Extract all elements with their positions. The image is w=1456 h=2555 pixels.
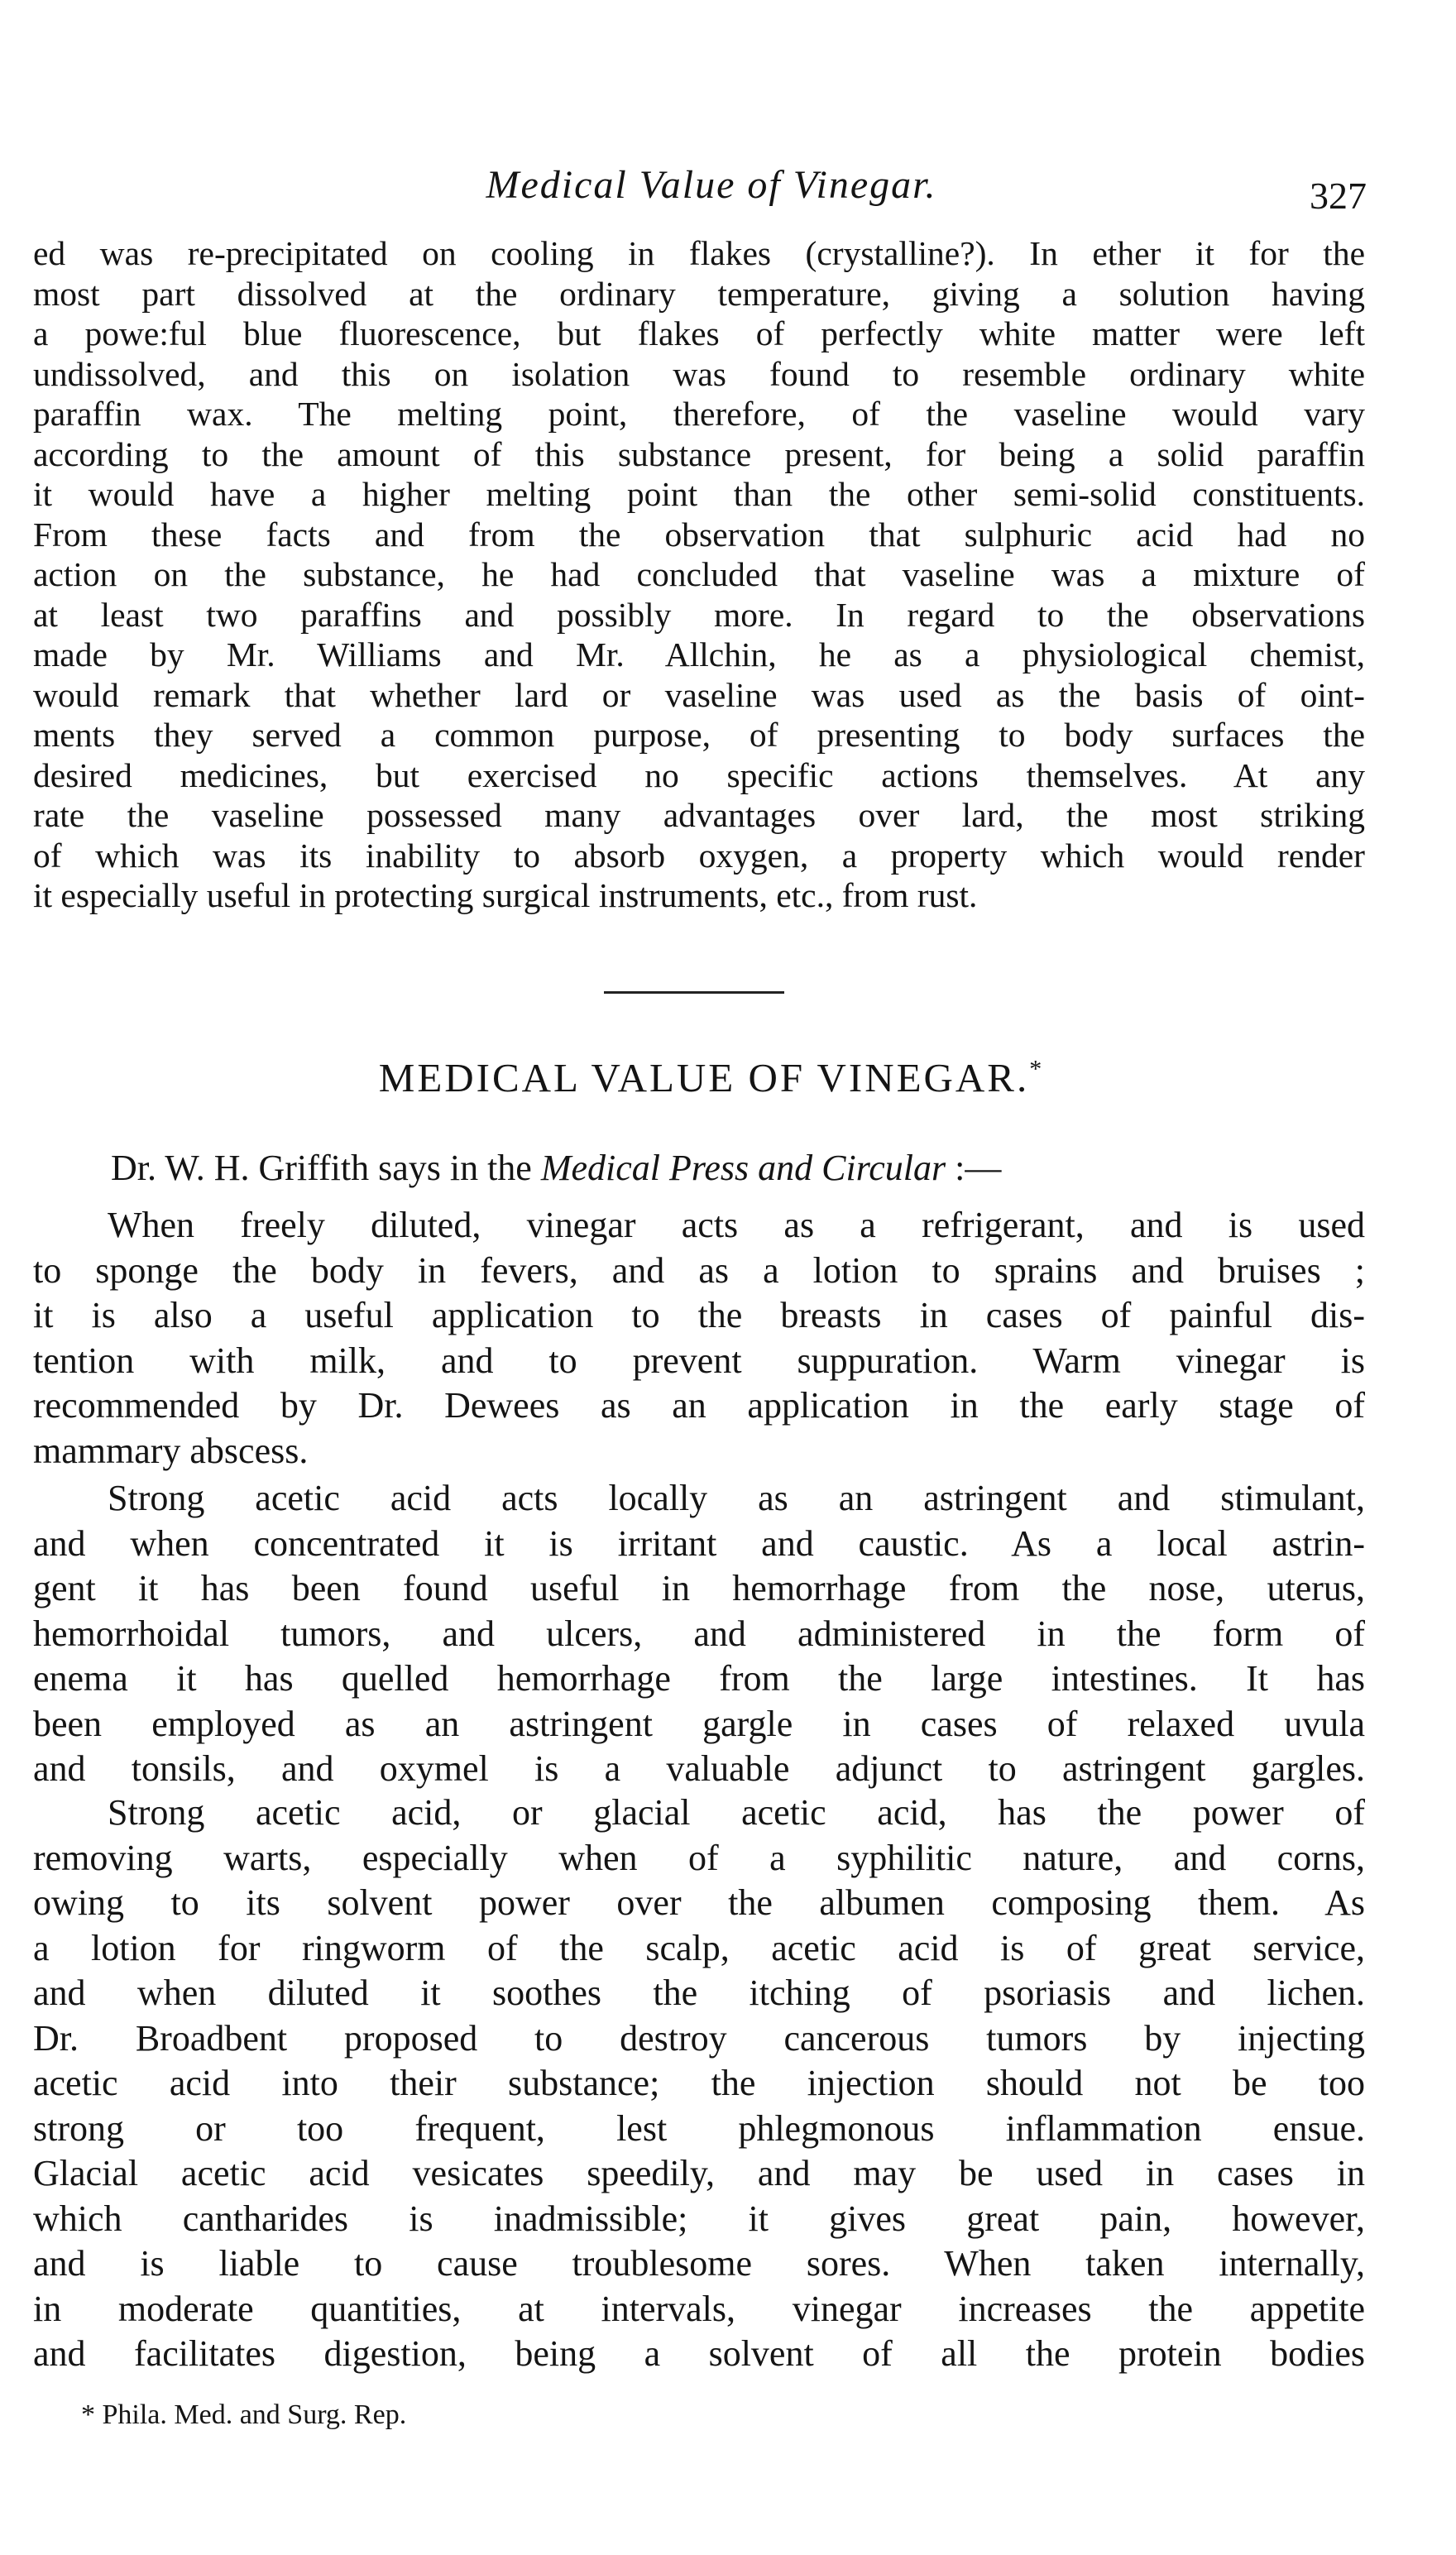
article-title-text: MEDICAL VALUE OF VINEGAR. <box>378 1055 1030 1100</box>
text-line: ments they served a common purpose, of presenting to body surfaces the <box>33 716 1365 754</box>
running-title: Medical Value of Vinegar. <box>486 163 937 207</box>
intro-source: Medical Press and Circular <box>540 1148 946 1188</box>
text-line: rate the vaseline possessed many advantages over lard, the most striking <box>33 796 1365 834</box>
text-line: and when diluted it soothes the itching of psoriasis and lichen. <box>33 1973 1365 2013</box>
continued-paragraph <box>33 233 1365 916</box>
text-line: and tonsils, and oxymel is a valuable adjunct to astringent gargles. <box>33 1748 1365 1789</box>
text-line: been employed as an astringent gargle in cases of relaxed uvula <box>33 1703 1365 1744</box>
footnote: * Phila. Med. and Surg. Rep. <box>81 2399 407 2430</box>
text-line: acetic acid into their substance; the injection should not be too <box>33 2063 1365 2103</box>
text-line: and when concentrated it is irritant and caustic. As a local astrin- <box>33 1522 1365 1564</box>
article-title <box>33 1054 1390 1101</box>
text-line: owing to its solvent power over the albumen composing them. As <box>33 1882 1365 1923</box>
text-line: to sponge the body in fevers, and as a lotion to sprains and bruises ; <box>33 1249 1365 1291</box>
text-line: tention with milk, and to prevent suppuration. Warm vinegar is <box>33 1340 1365 1381</box>
text-line: recommended by Dr. Dewees as an application in the early stage of <box>33 1385 1365 1426</box>
text-line: a lotion for ringworm of the scalp, acetic acid is of great service, <box>33 1927 1365 1968</box>
intro-prefix: Dr. W. H. Griffith says in the <box>111 1148 541 1188</box>
text-line: strong or too frequent, lest phlegmonous inflammation ensue. <box>33 2107 1365 2149</box>
footnote-marker: * <box>1029 1055 1045 1083</box>
text-line: Glacial acetic acid vesicates speedily, and may be used in cases in <box>33 2153 1365 2193</box>
text-line: and facilitates digestion, being a solvent of all the protein bodies <box>33 2333 1365 2374</box>
text-line: it is also a useful application to the breasts in cases of painful dis- <box>33 1295 1365 1335</box>
text-line: paraffin wax. The melting point, therefore, of the vaseline would vary <box>33 395 1365 433</box>
text-line: it would have a higher melting point than the other semi-solid constituents. <box>33 475 1365 513</box>
text-line: Strong acetic acid, or glacial acetic acid, has the power of <box>108 1792 1365 1833</box>
text-line: and is liable to cause troublesome sores. When taken internally, <box>33 2243 1365 2284</box>
text-line: most part dissolved at the ordinary temperature, giving a solution having <box>33 274 1365 313</box>
text-line: When freely diluted, vinegar acts as a refrigerant, and is used <box>108 1205 1365 1245</box>
paragraph-vinegar-dilute <box>33 1203 1365 1474</box>
text-line: ed was re-precipitated on cooling in flakes (crystalline?). In ether it for the <box>33 234 1365 272</box>
text-line: enema it has quelled hemorrhage from the large intestines. It has <box>33 1658 1365 1699</box>
text-line: mammary abscess. <box>33 1430 309 1471</box>
text-line: hemorrhoidal tumors, and ulcers, and administered in the form of <box>33 1613 1365 1654</box>
article-intro <box>111 1147 1001 1189</box>
running-head <box>33 162 1390 220</box>
text-line: would remark that whether lard or vaseline was used as the basis of oint- <box>33 675 1365 714</box>
text-line: From these facts and from the observation that sulphuric acid had no <box>33 515 1365 554</box>
text-line: of which was its inability to absorb oxygen, a property which would render <box>33 836 1365 875</box>
text-line: action on the substance, he had concluded that vaseline was a mixture of <box>33 555 1365 593</box>
paragraph-astringent <box>33 1476 1365 1792</box>
page-number: 327 <box>1310 175 1367 217</box>
paragraph-glacial-acid <box>33 1790 1365 2377</box>
text-line: at least two paraffins and possibly more. In regard to the observations <box>33 595 1365 634</box>
text-line: desired medicines, but exercised no specific actions themselves. At any <box>33 755 1365 794</box>
text-line: removing warts, especially when of a syphilitic nature, and corns, <box>33 1837 1365 1878</box>
text-line: a powe:ful blue fluorescence, but flakes of perfectly white matter were left <box>33 314 1365 352</box>
text-line: made by Mr. Williams and Mr. Allchin, he as a physiological chemist, <box>33 635 1365 674</box>
text-line: it especially useful in protecting surgical instruments, etc., from rust. <box>33 876 978 914</box>
section-divider <box>604 991 784 994</box>
text-line: according to the amount of this substance present, for being a solid paraffin <box>33 434 1365 473</box>
intro-suffix: :— <box>946 1148 1002 1188</box>
text-line: in moderate quantities, at intervals, vinegar increases the appetite <box>33 2288 1365 2329</box>
text-line: gent it has been found useful in hemorrhage from the nose, uterus, <box>33 1568 1365 1608</box>
text-line: Dr. Broadbent proposed to destroy cancerous tumors by injecting <box>33 2017 1365 2059</box>
text-line: undissolved, and this on isolation was found to resemble ordinary white <box>33 354 1365 393</box>
text-line: Strong acetic acid acts locally as an astringent and stimulant, <box>108 1478 1365 1518</box>
text-line: which cantharides is inadmissible; it gives great pain, however, <box>33 2198 1365 2239</box>
